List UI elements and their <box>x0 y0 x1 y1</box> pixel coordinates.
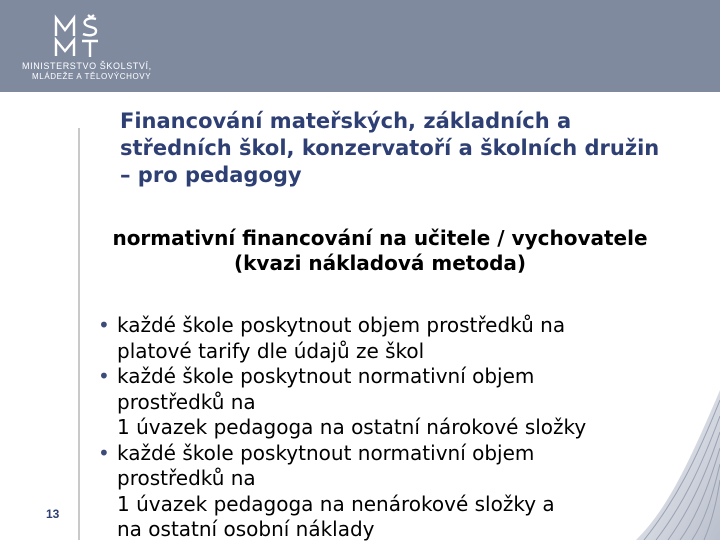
bullet-line: 1 úvazek pedagoga na ostatní nárokové složky <box>117 415 587 439</box>
vertical-divider <box>78 128 80 540</box>
bullet-line: prostředků na <box>117 389 256 414</box>
logo-text-line1: MINISTERSTVO ŠKOLSTVÍ, <box>22 61 152 71</box>
list-item <box>92 441 692 543</box>
bullet-line: prostředků na <box>117 466 256 490</box>
slide-title <box>120 108 700 189</box>
list-item <box>92 364 692 441</box>
slide-subtitle <box>80 226 680 276</box>
logo-text-line2: MLÁDEŽE A TĚLOVÝCHOVY <box>32 72 152 81</box>
bullet-line: • každé škole poskytnout normativní objem <box>117 440 535 465</box>
msmt-monogram-icon <box>52 14 116 60</box>
ministry-logo <box>22 14 162 84</box>
list-item <box>92 313 692 364</box>
subtitle-line: (kvazi nákladová metoda) <box>233 251 527 275</box>
bullet-line: na ostatní osobní náklady <box>117 517 375 541</box>
title-line: středních škol, konzervatoří a školních družin <box>120 136 660 160</box>
bullet-line: 1 úvazek pedagoga na nenárokové složky a <box>117 491 555 516</box>
title-line: Financování mateřských, základních a <box>120 109 572 133</box>
page-curl-decoration <box>616 390 720 540</box>
bullet-list <box>92 313 692 543</box>
subtitle-line: normativní financování na učitele / vychovatele <box>112 226 648 250</box>
header-band <box>0 0 720 92</box>
bullet-line: platové tarify dle údajů ze škol <box>117 338 425 363</box>
bullet-line: • každé škole poskytnout objem prostředků na <box>117 313 566 337</box>
title-line: – pro pedagogy <box>120 163 302 187</box>
bullet-line: • každé škole poskytnout normativní objem <box>117 364 535 388</box>
slide-number: 13 <box>46 507 60 521</box>
